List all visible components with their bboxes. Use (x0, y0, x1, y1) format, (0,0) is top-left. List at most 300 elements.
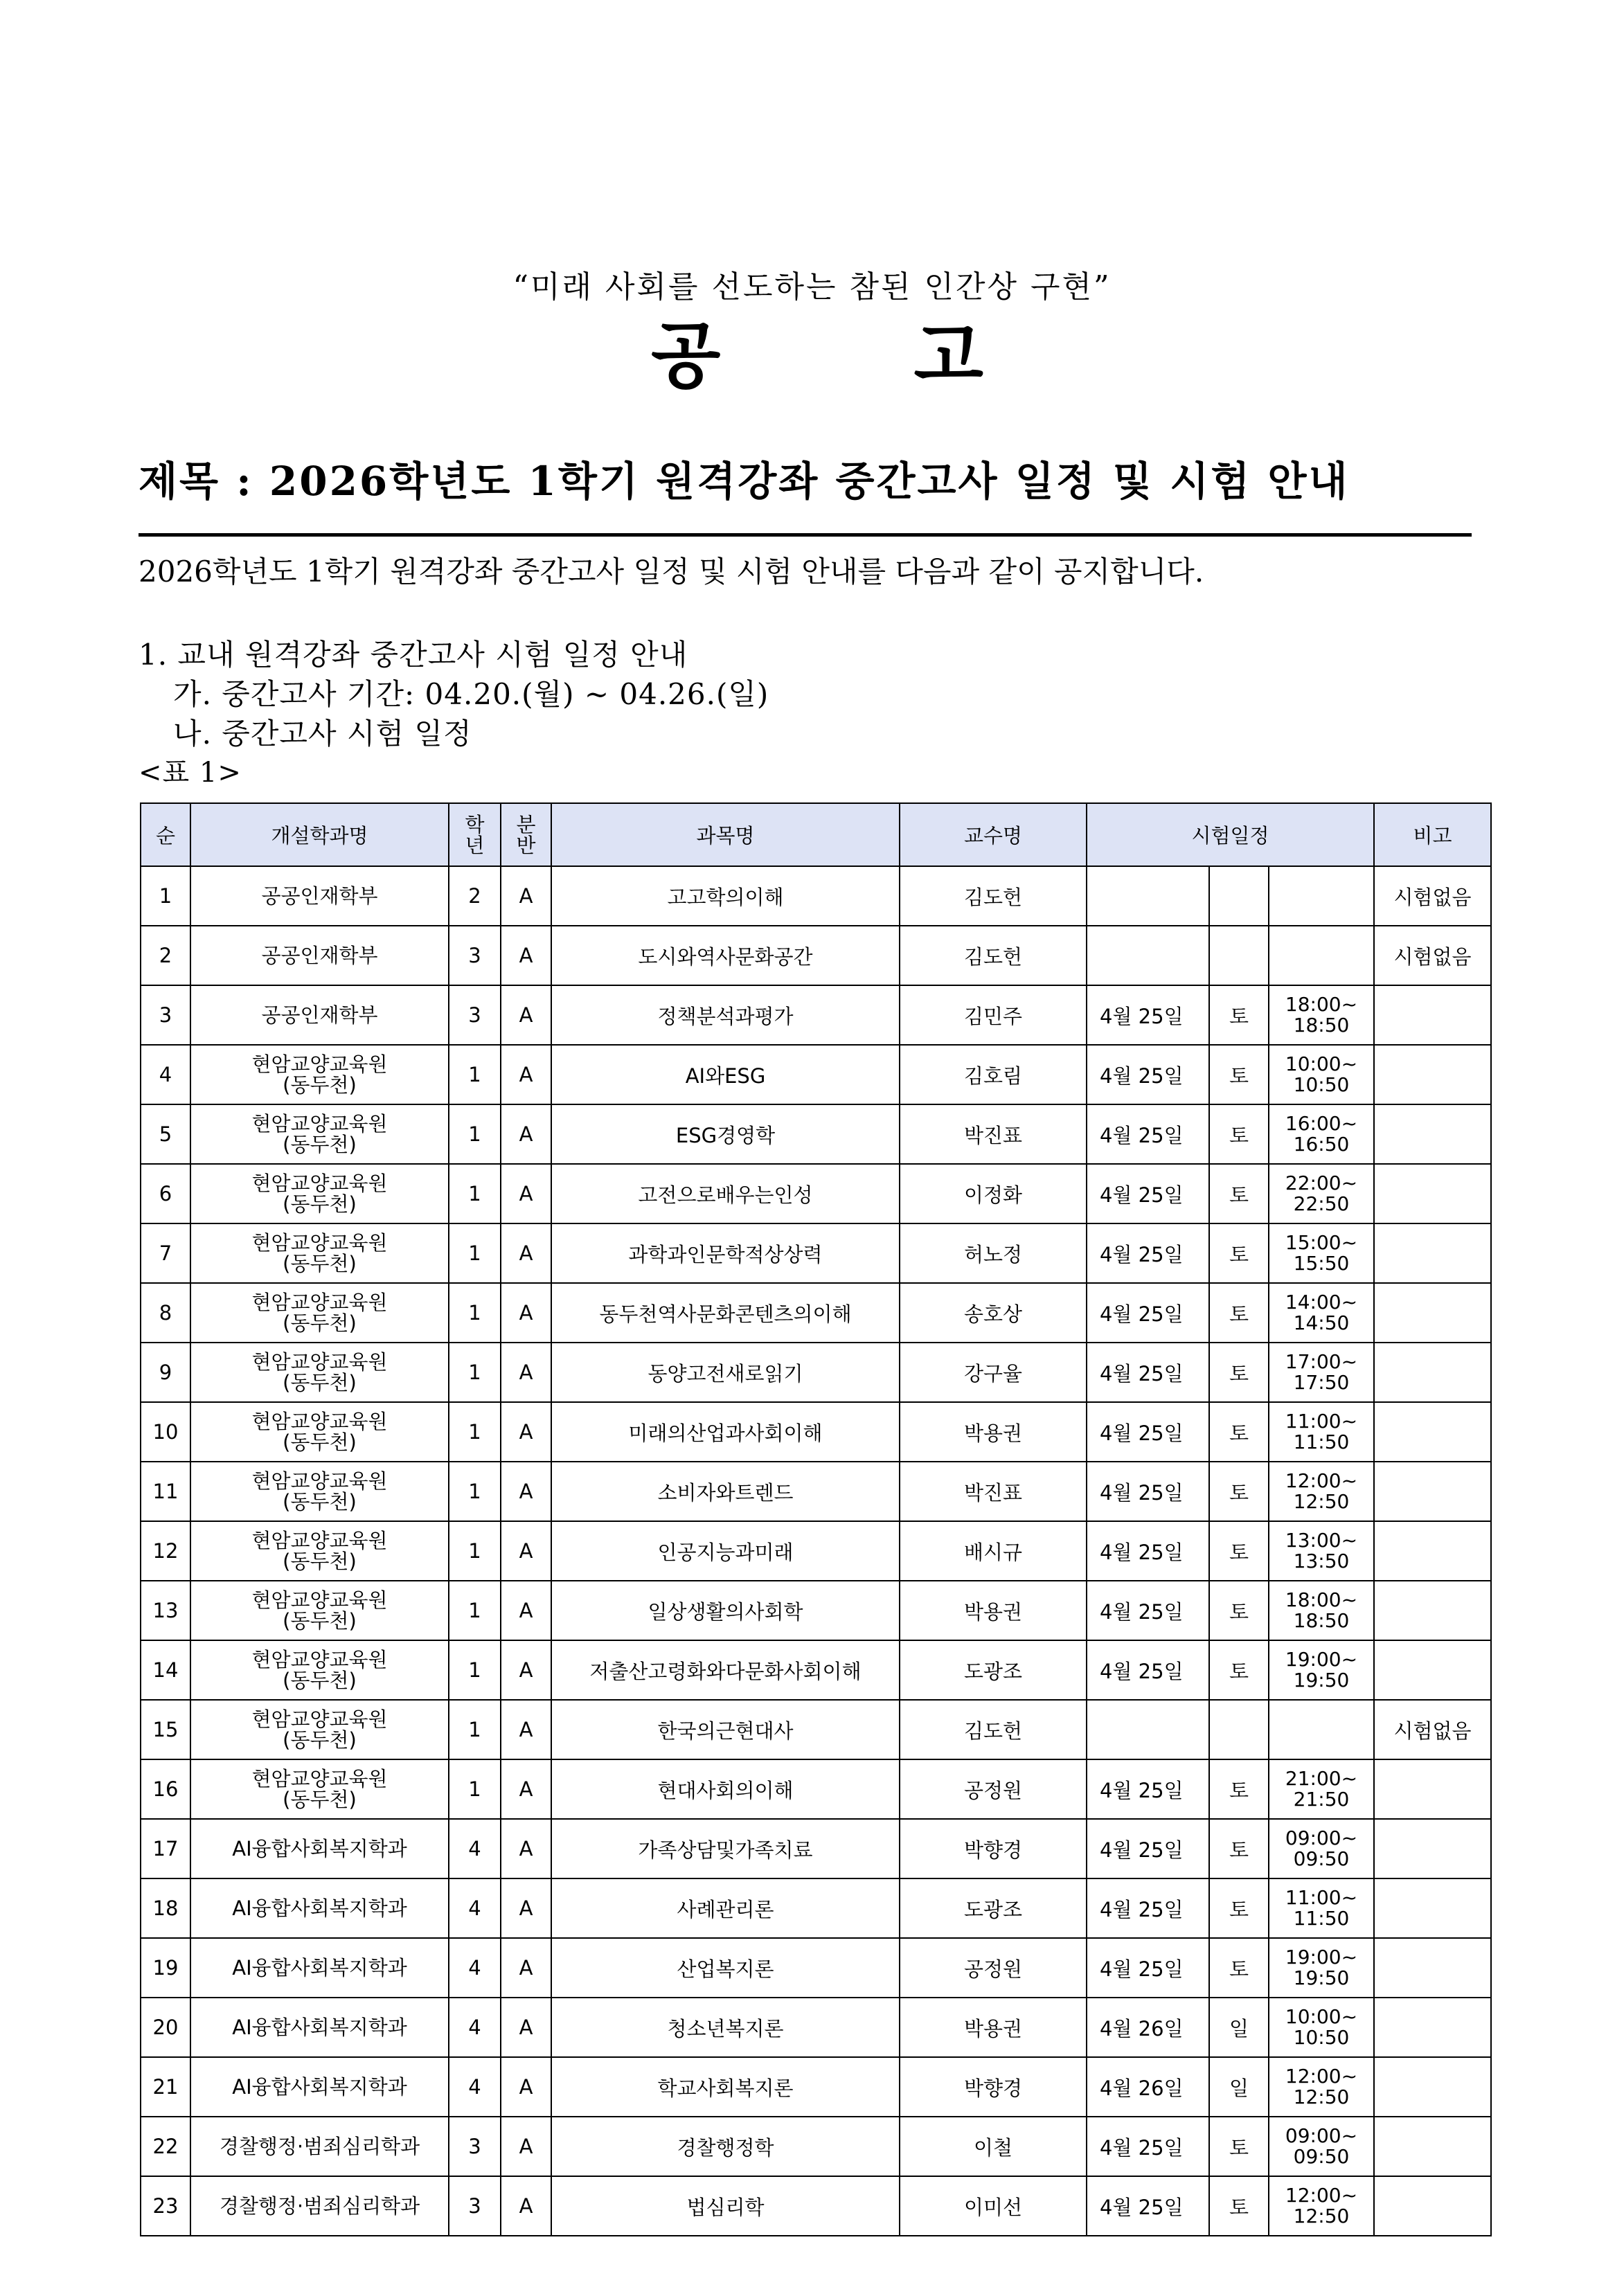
cell-course: AI와ESG (551, 1045, 900, 1104)
cell-department (190, 1938, 449, 1998)
cell-exam-time (1269, 2057, 1374, 2117)
cell-remarks (1374, 1998, 1491, 2057)
cell-professor: 이미선 (900, 2176, 1087, 2236)
cell-exam-day: 토 (1209, 1045, 1269, 1104)
cell-exam-date: 4월 25일 (1087, 1104, 1209, 1164)
exam-period: 가. 중간고사 기간: 04.20.(월) ~ 04.26.(일) (173, 677, 769, 711)
cell-section: A (501, 1343, 551, 1402)
cell-section: A (501, 1819, 551, 1878)
exam-time-end: 18:50 (1293, 1014, 1350, 1037)
cell-exam-time (1269, 1402, 1374, 1462)
table-row (141, 1700, 1491, 1759)
department-line: AI융합사회복지학과 (232, 1837, 407, 1860)
header-grade-line: 학 (465, 812, 485, 836)
cell-department (190, 985, 449, 1045)
cell-course: 가족상담및가족치료 (551, 1819, 900, 1878)
cell-exam-date: 4월 25일 (1087, 1581, 1209, 1640)
department-line: (동두천) (283, 1550, 357, 1573)
table-row (141, 926, 1491, 985)
cell-exam-day: 토 (1209, 1164, 1269, 1223)
cell-exam-date: 4월 25일 (1087, 1819, 1209, 1878)
cell-no: 19 (141, 1938, 190, 1998)
department-line: 현암교양교육원 (251, 1767, 388, 1791)
cell-grade: 1 (449, 1223, 501, 1283)
cell-section: A (501, 2057, 551, 2117)
table-row (141, 1104, 1491, 1164)
cell-grade: 4 (449, 1938, 501, 1998)
cell-course: 동양고전새로읽기 (551, 1343, 900, 1402)
cell-exam-day: 토 (1209, 1640, 1269, 1700)
exam-time-start: 19:00~ (1285, 1946, 1358, 1968)
cell-no: 16 (141, 1759, 190, 1819)
header-professor: 교수명 (900, 803, 1087, 866)
department-line: (동두천) (283, 1252, 357, 1275)
table-row (141, 2176, 1491, 2236)
cell-remarks (1374, 1759, 1491, 1819)
cell-exam-day: 일 (1209, 2057, 1269, 2117)
cell-no: 6 (141, 1164, 190, 1223)
cell-course: 한국의근현대사 (551, 1700, 900, 1759)
cell-department (190, 2057, 449, 2117)
exam-time-start: 15:00~ (1285, 1231, 1358, 1254)
cell-grade: 2 (449, 866, 501, 926)
cell-section: A (501, 1759, 551, 1819)
document-title: 제목 : 2026학년도 1학기 원격강좌 중간고사 일정 및 시험 안내 (139, 458, 1350, 505)
cell-exam-day (1209, 866, 1269, 926)
exam-time-start: 11:00~ (1285, 1886, 1358, 1909)
header-grade-line: 년 (465, 833, 485, 857)
table-row (141, 1759, 1491, 1819)
cell-exam-date: 4월 25일 (1087, 1521, 1209, 1581)
cell-department (190, 1343, 449, 1402)
cell-professor: 박용권 (900, 1581, 1087, 1640)
table-row (141, 1640, 1491, 1700)
cell-exam-time (1269, 2176, 1374, 2236)
cell-section: A (501, 1521, 551, 1581)
cell-professor: 김도헌 (900, 866, 1087, 926)
cell-no: 12 (141, 1521, 190, 1581)
cell-exam-day (1209, 926, 1269, 985)
cell-exam-time (1269, 1045, 1374, 1104)
cell-course: 법심리학 (551, 2176, 900, 2236)
cell-section: A (501, 1878, 551, 1938)
cell-exam-time (1269, 1521, 1374, 1581)
table-row (141, 2117, 1491, 2176)
cell-section: A (501, 1223, 551, 1283)
cell-course: 사례관리론 (551, 1878, 900, 1938)
exam-schedule-heading: 나. 중간고사 시험 일정 (173, 717, 472, 751)
department-line: (동두천) (283, 1490, 357, 1514)
cell-remarks (1374, 1581, 1491, 1640)
cell-grade: 4 (449, 1878, 501, 1938)
cell-exam-day: 토 (1209, 1521, 1269, 1581)
cell-no: 2 (141, 926, 190, 985)
cell-exam-date: 4월 25일 (1087, 1759, 1209, 1819)
notice-heading-char: 공 (651, 314, 721, 398)
cell-department (190, 866, 449, 926)
cell-exam-day: 토 (1209, 2117, 1269, 2176)
cell-course: 인공지능과미래 (551, 1521, 900, 1581)
cell-section: A (501, 1402, 551, 1462)
table-row (141, 1343, 1491, 1402)
table-row (141, 1878, 1491, 1938)
cell-grade: 3 (449, 2117, 501, 2176)
cell-no: 7 (141, 1223, 190, 1283)
cell-professor: 김민주 (900, 985, 1087, 1045)
cell-course: ESG경영학 (551, 1104, 900, 1164)
cell-exam-date: 4월 25일 (1087, 985, 1209, 1045)
cell-course: 미래의산업과사회이해 (551, 1402, 900, 1462)
department-line: 경찰행정·범죄심리학과 (219, 2135, 420, 2158)
cell-exam-day: 토 (1209, 1819, 1269, 1878)
cell-exam-date: 4월 25일 (1087, 1164, 1209, 1223)
cell-course: 일상생활의사회학 (551, 1581, 900, 1640)
cell-remarks (1374, 1819, 1491, 1878)
cell-exam-time (1269, 985, 1374, 1045)
cell-course: 소비자와트렌드 (551, 1462, 900, 1521)
notice-heading-char: 고 (913, 314, 983, 398)
cell-exam-date: 4월 25일 (1087, 1462, 1209, 1521)
cell-department (190, 1402, 449, 1462)
table-label: <표 1> (139, 757, 242, 789)
cell-exam-time (1269, 1819, 1374, 1878)
cell-exam-time (1269, 1164, 1374, 1223)
cell-department (190, 1521, 449, 1581)
cell-grade: 1 (449, 1045, 501, 1104)
cell-remarks (1374, 1878, 1491, 1938)
cell-professor: 이철 (900, 2117, 1087, 2176)
cell-exam-time (1269, 866, 1374, 926)
exam-time-start: 12:00~ (1285, 1469, 1358, 1492)
cell-professor: 김도헌 (900, 1700, 1087, 1759)
department-line: 공공인재학부 (261, 884, 378, 908)
cell-no: 4 (141, 1045, 190, 1104)
cell-exam-date (1087, 866, 1209, 926)
cell-exam-time (1269, 926, 1374, 985)
exam-time-start: 12:00~ (1285, 2184, 1358, 2207)
department-line: 경찰행정·범죄심리학과 (219, 2194, 420, 2218)
cell-remarks (1374, 1104, 1491, 1164)
exam-time-start: 13:00~ (1285, 1529, 1358, 1552)
cell-professor: 배시규 (900, 1521, 1087, 1581)
cell-department (190, 1759, 449, 1819)
table-row (141, 866, 1491, 926)
cell-department (190, 1104, 449, 1164)
exam-time-start: 09:00~ (1285, 1827, 1358, 1849)
exam-time-start: 19:00~ (1285, 1648, 1358, 1671)
title-divider (139, 533, 1472, 537)
cell-remarks (1374, 1223, 1491, 1283)
exam-time-start: 09:00~ (1285, 2124, 1358, 2147)
exam-time-end: 15:50 (1293, 1252, 1350, 1275)
cell-remarks (1374, 985, 1491, 1045)
exam-time-end: 12:50 (1293, 2205, 1350, 2227)
cell-no: 11 (141, 1462, 190, 1521)
cell-exam-day: 토 (1209, 1104, 1269, 1164)
cell-exam-date: 4월 26일 (1087, 2057, 1209, 2117)
exam-time-end: 13:50 (1293, 1550, 1350, 1572)
cell-exam-time (1269, 1640, 1374, 1700)
department-line: (동두천) (283, 1133, 357, 1156)
cell-course: 도시와역사문화공간 (551, 926, 900, 985)
cell-exam-time (1269, 1938, 1374, 1998)
department-line: (동두천) (283, 1669, 357, 1692)
cell-professor: 박진표 (900, 1104, 1087, 1164)
cell-grade: 3 (449, 926, 501, 985)
department-line: 현암교양교육원 (251, 1410, 388, 1433)
exam-time-start: 10:00~ (1285, 2005, 1358, 2028)
cell-exam-time (1269, 1104, 1374, 1164)
cell-exam-day: 토 (1209, 1938, 1269, 1998)
cell-department (190, 2176, 449, 2236)
exam-time-end: 14:50 (1293, 1311, 1350, 1334)
header-section (501, 803, 551, 866)
header-section-line: 분 (516, 812, 536, 836)
cell-grade: 1 (449, 1402, 501, 1462)
exam-time-end: 10:50 (1293, 2026, 1350, 2049)
cell-professor: 공정원 (900, 1938, 1087, 1998)
cell-exam-day: 토 (1209, 1581, 1269, 1640)
exam-schedule-table (140, 802, 1492, 2236)
cell-department (190, 1998, 449, 2057)
department-line: 현암교양교육원 (251, 1172, 388, 1195)
cell-department (190, 1283, 449, 1343)
cell-exam-date: 4월 25일 (1087, 2117, 1209, 2176)
cell-grade: 4 (449, 1819, 501, 1878)
cell-section: A (501, 1700, 551, 1759)
cell-section: A (501, 1045, 551, 1104)
cell-course: 학교사회복지론 (551, 2057, 900, 2117)
cell-no: 15 (141, 1700, 190, 1759)
cell-exam-date (1087, 1700, 1209, 1759)
cell-remarks (1374, 1462, 1491, 1521)
cell-exam-date: 4월 26일 (1087, 1998, 1209, 2057)
cell-section: A (501, 1581, 551, 1640)
cell-exam-day: 토 (1209, 2176, 1269, 2236)
department-line: (동두천) (283, 1788, 357, 1811)
table-row (141, 1521, 1491, 1581)
cell-course: 경찰행정학 (551, 2117, 900, 2176)
cell-exam-day: 토 (1209, 1343, 1269, 1402)
exam-time-start: 14:00~ (1285, 1291, 1358, 1313)
department-line: (동두천) (283, 1192, 357, 1216)
cell-remarks (1374, 1938, 1491, 1998)
exam-time-end: 11:50 (1293, 1907, 1350, 1930)
cell-exam-date: 4월 25일 (1087, 1878, 1209, 1938)
cell-department (190, 1164, 449, 1223)
cell-grade: 1 (449, 1104, 501, 1164)
exam-time-start: 22:00~ (1285, 1172, 1358, 1194)
cell-professor: 김도헌 (900, 926, 1087, 985)
department-line: (동두천) (283, 1609, 357, 1633)
cell-exam-day: 토 (1209, 1402, 1269, 1462)
cell-remarks (1374, 1164, 1491, 1223)
cell-course: 청소년복지론 (551, 1998, 900, 2057)
department-line: AI융합사회복지학과 (232, 2075, 407, 2099)
department-line: 현암교양교육원 (251, 1648, 388, 1671)
cell-grade: 1 (449, 1759, 501, 1819)
cell-exam-day: 토 (1209, 1223, 1269, 1283)
cell-exam-day: 토 (1209, 1462, 1269, 1521)
cell-section: A (501, 1938, 551, 1998)
cell-remarks: 시험없음 (1374, 926, 1491, 985)
cell-professor: 김호림 (900, 1045, 1087, 1104)
cell-section: A (501, 2117, 551, 2176)
cell-grade: 1 (449, 1283, 501, 1343)
cell-exam-time (1269, 1283, 1374, 1343)
cell-professor: 강구율 (900, 1343, 1087, 1402)
cell-exam-time (1269, 1700, 1374, 1759)
cell-remarks (1374, 2117, 1491, 2176)
cell-professor: 허노정 (900, 1223, 1087, 1283)
cell-department (190, 1878, 449, 1938)
cell-exam-day: 토 (1209, 1878, 1269, 1938)
exam-time-end: 11:50 (1293, 1430, 1350, 1453)
table-row (141, 1819, 1491, 1878)
department-line: 현암교양교육원 (251, 1707, 388, 1731)
cell-exam-day (1209, 1700, 1269, 1759)
department-line: 현암교양교육원 (251, 1112, 388, 1136)
cell-exam-date: 4월 25일 (1087, 2176, 1209, 2236)
cell-course: 정책분석과평가 (551, 985, 900, 1045)
header-course: 과목명 (551, 803, 900, 866)
cell-exam-date: 4월 25일 (1087, 1640, 1209, 1700)
cell-grade: 1 (449, 1640, 501, 1700)
notice-heading (651, 308, 983, 398)
cell-professor: 송호상 (900, 1283, 1087, 1343)
department-line: (동두천) (283, 1728, 357, 1752)
exam-time-end: 09:50 (1293, 1847, 1350, 1870)
cell-no: 3 (141, 985, 190, 1045)
table-row (141, 1402, 1491, 1462)
cell-section: A (501, 985, 551, 1045)
cell-department (190, 1640, 449, 1700)
cell-remarks (1374, 2057, 1491, 2117)
exam-time-end: 18:50 (1293, 1609, 1350, 1632)
department-line: 공공인재학부 (261, 944, 378, 967)
department-line: AI융합사회복지학과 (232, 2016, 407, 2039)
intro-text: 2026학년도 1학기 원격강좌 중간고사 일정 및 시험 안내를 다음과 같이 공지합니다. (139, 555, 1204, 589)
cell-no: 21 (141, 2057, 190, 2117)
cell-no: 18 (141, 1878, 190, 1938)
cell-exam-day: 일 (1209, 1998, 1269, 2057)
cell-no: 13 (141, 1581, 190, 1640)
cell-exam-date: 4월 25일 (1087, 1045, 1209, 1104)
table-row (141, 1581, 1491, 1640)
cell-grade: 3 (449, 2176, 501, 2236)
exam-time-start: 21:00~ (1285, 1767, 1358, 1790)
cell-no: 20 (141, 1998, 190, 2057)
cell-exam-date (1087, 926, 1209, 985)
cell-course: 저출산고령화와다문화사회이해 (551, 1640, 900, 1700)
exam-time-end: 17:50 (1293, 1371, 1350, 1394)
cell-exam-date: 4월 25일 (1087, 1402, 1209, 1462)
cell-grade: 1 (449, 1462, 501, 1521)
exam-time-start: 18:00~ (1285, 1588, 1358, 1611)
cell-course: 고전으로배우는인성 (551, 1164, 900, 1223)
cell-section: A (501, 1462, 551, 1521)
cell-exam-date: 4월 25일 (1087, 1223, 1209, 1283)
cell-exam-date: 4월 25일 (1087, 1343, 1209, 1402)
slogan: “미래 사회를 선도하는 참된 인간상 구현” (512, 269, 1112, 305)
cell-no: 14 (141, 1640, 190, 1700)
cell-professor: 이정화 (900, 1164, 1087, 1223)
exam-time-end: 10:50 (1293, 1073, 1350, 1096)
exam-time-start: 11:00~ (1285, 1410, 1358, 1433)
cell-grade: 1 (449, 1521, 501, 1581)
department-line: (동두천) (283, 1073, 357, 1097)
exam-time-end: 09:50 (1293, 2145, 1350, 2168)
cell-department (190, 926, 449, 985)
exam-time-end: 12:50 (1293, 2086, 1350, 2108)
cell-professor: 박향경 (900, 1819, 1087, 1878)
header-no: 순 (141, 803, 190, 866)
cell-no: 1 (141, 866, 190, 926)
department-line: 현암교양교육원 (251, 1588, 388, 1612)
exam-time-start: 18:00~ (1285, 993, 1358, 1016)
cell-exam-time (1269, 1878, 1374, 1938)
cell-remarks (1374, 1640, 1491, 1700)
department-line: (동두천) (283, 1371, 357, 1394)
exam-time-start: 12:00~ (1285, 2065, 1358, 2088)
cell-remarks: 시험없음 (1374, 1700, 1491, 1759)
cell-section: A (501, 926, 551, 985)
exam-time-end: 19:50 (1293, 1966, 1350, 1989)
cell-grade: 4 (449, 2057, 501, 2117)
exam-time-end: 19:50 (1293, 1669, 1350, 1692)
exam-time-end: 21:50 (1293, 1788, 1350, 1811)
cell-remarks (1374, 2176, 1491, 2236)
cell-no: 22 (141, 2117, 190, 2176)
cell-professor: 박용권 (900, 1998, 1087, 2057)
cell-section: A (501, 1998, 551, 2057)
cell-exam-time (1269, 2117, 1374, 2176)
cell-exam-day: 토 (1209, 1759, 1269, 1819)
header-remarks: 비고 (1374, 803, 1491, 866)
table-row (141, 1998, 1491, 2057)
cell-exam-date: 4월 25일 (1087, 1938, 1209, 1998)
table-row (141, 2057, 1491, 2117)
cell-grade: 4 (449, 1998, 501, 2057)
department-line: 공공인재학부 (261, 1003, 378, 1027)
exam-time-end: 16:50 (1293, 1133, 1350, 1156)
cell-course: 산업복지론 (551, 1938, 900, 1998)
department-line: AI융합사회복지학과 (232, 1896, 407, 1920)
cell-professor: 공정원 (900, 1759, 1087, 1819)
table-row (141, 1938, 1491, 1998)
cell-exam-day: 토 (1209, 1283, 1269, 1343)
table-row (141, 1223, 1491, 1283)
header-grade (449, 803, 501, 866)
table-row (141, 1283, 1491, 1343)
cell-remarks (1374, 1045, 1491, 1104)
section-heading: 1. 교내 원격강좌 중간고사 시험 일정 안내 (139, 638, 688, 672)
cell-department (190, 1045, 449, 1104)
cell-department (190, 2117, 449, 2176)
cell-grade: 1 (449, 1700, 501, 1759)
header-department: 개설학과명 (190, 803, 449, 866)
cell-course: 고고학의이해 (551, 866, 900, 926)
cell-section: A (501, 1283, 551, 1343)
cell-course: 동두천역사문화콘텐츠의이해 (551, 1283, 900, 1343)
cell-department (190, 1462, 449, 1521)
cell-no: 5 (141, 1104, 190, 1164)
table-row (141, 1164, 1491, 1223)
cell-grade: 3 (449, 985, 501, 1045)
exam-time-start: 17:00~ (1285, 1350, 1358, 1373)
cell-exam-time (1269, 1223, 1374, 1283)
cell-remarks (1374, 1521, 1491, 1581)
